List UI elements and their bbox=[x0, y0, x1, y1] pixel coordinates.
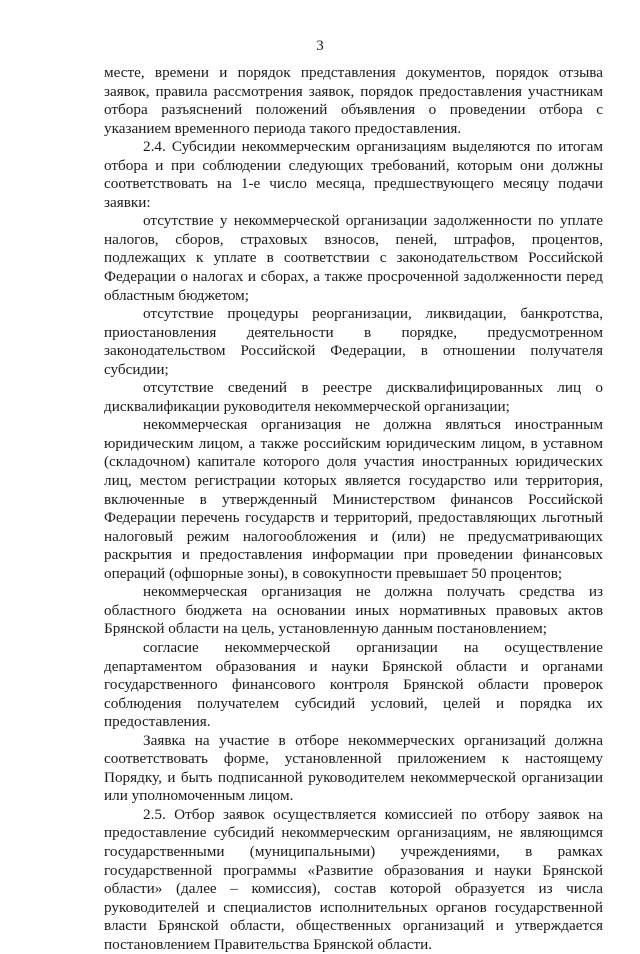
paragraph-application-form: Заявка на участие в отборе некоммерческих организаций должна соответствовать форме, установленной приложением к настоящему Порядку, и быть подписанной руководителем некоммерческой организации или уполномоченным лицом. bbox=[104, 731, 603, 805]
paragraph-2-4: 2.4. Субсидии некоммерческим организациям выделяются по итогам отбора и при соблюдении следующих требований, которым они должны соответствовать на 1-е число месяца, предшествующего месяцу подачи заявки: bbox=[104, 138, 603, 211]
paragraph-requirement-no-debt: отсутствие у некоммерческой организации задолженности по уплате налогов, сборов, страховых взносов, пеней, штрафов, процентов, подлежащих к уплате в соответствии с законодательством Российской Федерации о налогах и сборах, а также просроченной задолженности перед областным бюджетом; bbox=[104, 212, 603, 304]
paragraph-continuation: месте, времени и порядок представления документов, порядок отзыва заявок, правила рассмотрения заявок, порядок предоставления участникам отбора разъяснений положений объявления о проведении отбора с указанием временного периода такого предоставления. bbox=[104, 64, 603, 137]
document-body bbox=[104, 64, 603, 954]
paragraph-2-5: 2.5. Отбор заявок осуществляется комиссией по отбору заявок на предоставление субсидий некоммерческим организациям, не являющимся государственными (муниципальными) учреждениями, в рамках государственной программы «Развитие образования и науки Брянской области» (далее – комиссия), состав которой образуется из числа руководителей и специалистов исполнительных органов государственной власти Брянской области, общественных организаций и утверждается постановлением Правительства Брянской области. bbox=[104, 805, 603, 953]
paragraph-requirement-consent: согласие некоммерческой организации на осуществление департаментом образования и науки Брянской области и органами государственного финансового контроля Брянской области проверок соблюдения получателем субсидий условий, целей и порядка их предоставления. bbox=[104, 638, 603, 731]
page-number: 3 bbox=[316, 38, 324, 54]
paragraph-requirement-no-reorganization: отсутствие процедуры реорганизации, ликвидации, банкротства, приостановления деятельности в порядке, предусмотренном законодательством Российской Федерации, в отношении получателя субсидии; bbox=[104, 305, 603, 378]
paragraph-requirement-not-foreign: некоммерческая организация не должна являться иностранным юридическим лицом, а также российским юридическим лицом, в уставном (складочном) капитале которого доля участия иностранных юридических лиц, местом регистрации которых является государство или территория, включенные в утвержденный Министерством финансов Российской Федерации перечень государств и территорий, предоставляющих льготный налоговый режим налогообложения и (или) не предусматривающих раскрытия и предоставления информации при проведении финансовых операций (офшорные зоны), в совокупности превышает 50 процентов; bbox=[104, 416, 603, 582]
paragraph-requirement-no-disqualification: отсутствие сведений в реестре дисквалифицированных лиц о дисквалификации руководителя некоммерческой организации; bbox=[104, 379, 603, 415]
paragraph-requirement-no-other-funds: некоммерческая организация не должна получать средства из областного бюджета на основании иных нормативных правовых актов Брянской области на цель, установленную данным постановлением; bbox=[104, 583, 603, 638]
